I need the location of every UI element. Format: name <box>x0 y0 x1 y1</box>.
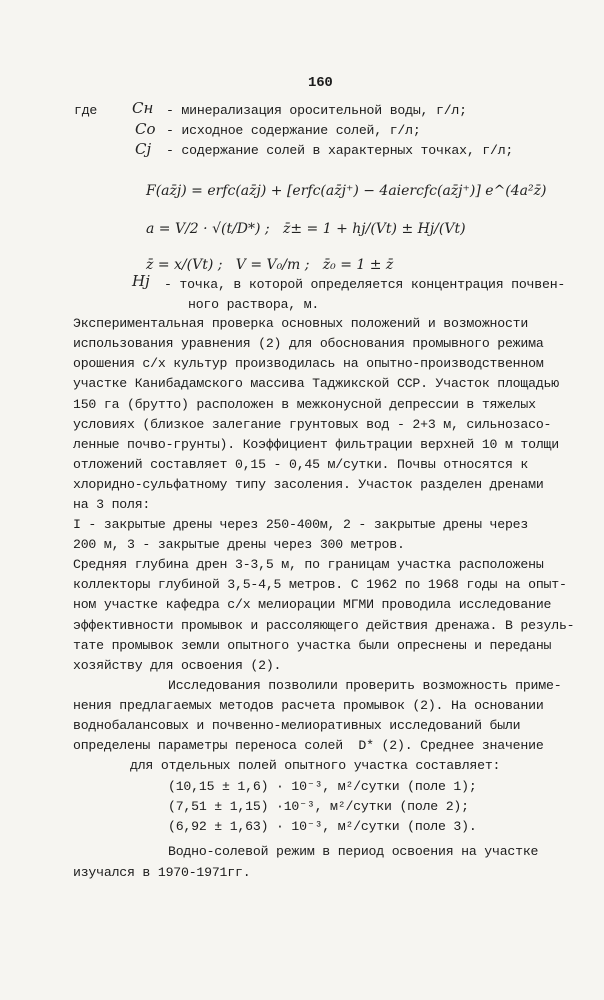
formula-line-2: a = V/2 · √(t/D*) ; z̄± = 1 + hj/(Vt) ± Hj/(Vt) <box>146 221 466 237</box>
paragraph1-line: Экспериментальная проверка основных положений и возможности <box>73 316 529 331</box>
paragraph1-line: участке Канибадамского массива Таджикской ССР. Участок площадью <box>73 376 559 391</box>
paragraph1-line: использования уравнения (2) для обоснования промывного режима <box>73 336 544 351</box>
paragraph1-line: Средняя глубина дрен 3-3,5 м, по границам участка расположены <box>73 557 544 572</box>
paragraph2-line: воднобалансовых и почвенно-мелиоративных исследований были <box>73 718 521 733</box>
value-line: (6,92 ± 1,63) · 10⁻³, м²/сутки (поле 3). <box>168 819 477 834</box>
hj-definition-line-2: ного раствора, м. <box>188 297 320 312</box>
paragraph1-line: коллекторы глубиной 3,5-4,5 метров. С 1962 по 1968 годы на опыт- <box>73 577 567 592</box>
paragraph1-line: эффективности промывок и рассоляющего действия дренажа. В резуль- <box>73 618 575 633</box>
symbol-hj: Hj <box>132 272 150 290</box>
paragraph1-line: 200 м, 3 - закрытые дрены через 300 метров. <box>73 537 405 552</box>
paragraph1-line: ленные почво-грунты). Коэффициент фильтрации верхней 10 м толщи <box>73 437 559 452</box>
paragraph1-line: отложений составляет 0,15 - 0,45 м/сутки. Почвы относятся к <box>73 457 529 472</box>
definition-text: - исходное содержание солей, г/л; <box>166 123 421 138</box>
value-line: (7,51 ± 1,15) ·10⁻³, м²/сутки (поле 2); <box>168 799 469 814</box>
paragraph1-line: тате промывок земли опытного участка были опреснены и переданы <box>73 638 552 653</box>
formula-line-1: F(az̄j) = erfc(az̄j) + [erfc(az̄j⁺) − 4aiercfc(az̄j⁺)] e^(4a²z̄) <box>146 183 547 199</box>
paragraph1-line: I - закрытые дрены через 250-400м, 2 - закрытые дрены через <box>73 517 529 532</box>
paragraph2-line: нения предлагаемых методов расчета промывок (2). На основании <box>73 698 544 713</box>
paragraph3-line: Водно-солевой режим в период освоения на участке <box>168 844 539 859</box>
symbol-cj: Cj <box>135 140 152 158</box>
value-line: (10,15 ± 1,6) · 10⁻³, м²/сутки (поле 1); <box>168 779 477 794</box>
paragraph2-line: определены параметры переноса солей D* (2). Среднее значение <box>73 738 544 753</box>
paragraph1-line: ном участке кафедра с/х мелиорации МГМИ проводила исследование <box>73 597 552 612</box>
paragraph1-line: условиях (близкое залегание грунтовых вод - 2+3 м, сильнозасо- <box>73 417 552 432</box>
definition-text: - содержание солей в характерных точках, г/л; <box>166 143 514 158</box>
paragraph1-line: хозяйству для освоения (2). <box>73 658 282 673</box>
symbol-co: Co <box>135 120 156 138</box>
paragraph1-line: на 3 поля: <box>73 497 151 512</box>
where-word: где <box>74 103 98 118</box>
page-number: 160 <box>308 75 333 91</box>
definition-text: - минерализация оросительной воды, г/л; <box>166 103 467 118</box>
paragraph2-line: Исследования позволили проверить возможность приме- <box>168 678 562 693</box>
paragraph1-line: 150 га (брутто) расположен в межконусной депрессии в тяжелых <box>73 397 536 412</box>
symbol-cn: Cн <box>132 99 154 117</box>
paragraph1-line: орошения с/х культур производилась на опытно-производственном <box>73 356 544 371</box>
formula-line-3: z̄ = x/(Vt) ; V = V₀/m ; z̄₀ = 1 ± z̄ <box>146 257 394 273</box>
paragraph1-line: хлоридно-сульфатному типу засоления. Участок разделен дренами <box>73 477 544 492</box>
paragraph2-line: для отдельных полей опытного участка составляет: <box>130 758 501 773</box>
hj-definition-line-1: - точка, в которой определяется концентрация почвен- <box>164 277 566 292</box>
paragraph3-line: изучался в 1970-1971гг. <box>73 865 251 880</box>
